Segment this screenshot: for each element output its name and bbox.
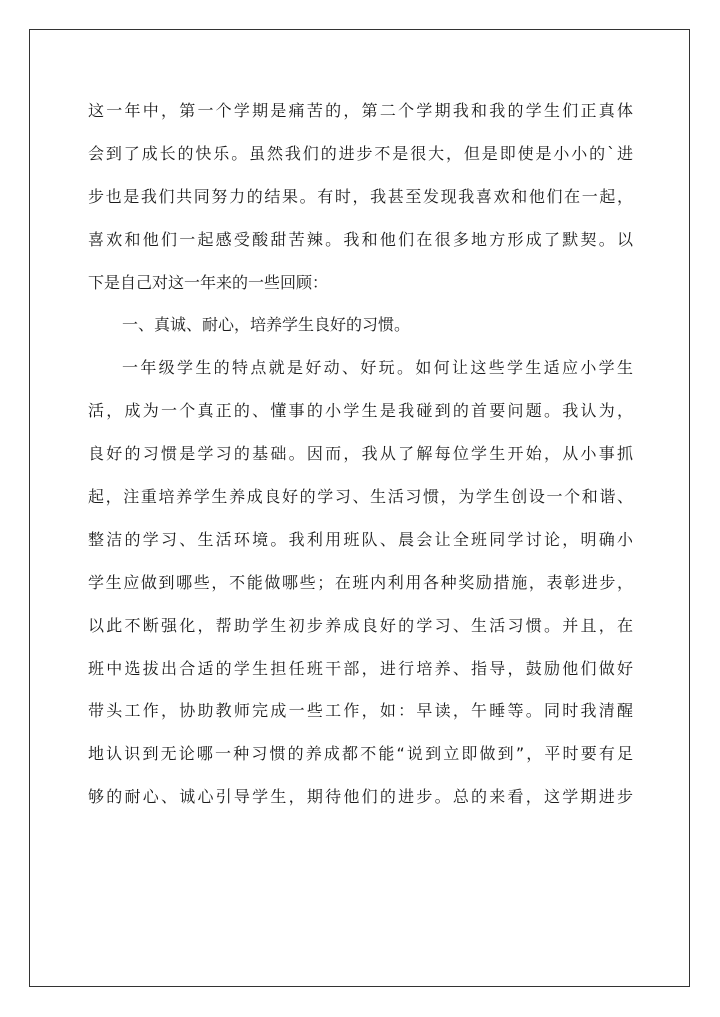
text-line: 起，注重培养学生养成良好的学习、生活习惯，为学生创设一个和谐、 [88,487,633,507]
text-line: 地认识到无论哪一种习惯的养成都不能“说到立即做到”，平时要有足 [88,744,633,764]
section-heading: 一、真诚、耐心，培养学生良好的习惯。 [122,315,411,335]
text-line: 喜欢和他们一起感受酸甜苦辣。我和他们在很多地方形成了默契。以 [88,229,633,249]
text-line: 以此不断强化，帮助学生初步养成良好的学习、生活习惯。并且，在 [88,615,633,635]
text-line: 这一年中，第一个学期是痛苦的，第二个学期我和我的学生们正真体 [88,101,633,120]
text-line: 良好的习惯是学习的基础。因而，我从了解每位学生开始，从小事抓 [88,444,633,464]
text-line: 一年级学生的特点就是好动、好玩。如何让这些学生适应小学生 [122,358,633,378]
text-line: 班中选拔出合适的学生担任班干部，进行培养、指导，鼓励他们做好 [88,658,633,678]
text-line: 下是自己对这一年来的一些回顾： [88,272,329,292]
text-line: 够的耐心、诚心引导学生，期待他们的进步。总的来看，这学期进步 [88,787,633,807]
text-line: 带头工作，协助教师完成一些工作，如：早读，午睡等。同时我清醒 [88,701,633,721]
text-line: 步也是我们共同努力的结果。有时，我甚至发现我喜欢和他们在一起， [88,186,633,206]
text-line: 整洁的学习、生活环境。我利用班队、晨会让全班同学讨论，明确小 [88,529,633,549]
text-line: 学生应做到哪些，不能做哪些；在班内利用各种奖励措施，表彰进步， [88,572,633,592]
document-body [88,96,633,825]
text-line: 会到了成长的快乐。虽然我们的进步不是很大，但是即使是小小的`进 [88,143,633,163]
text-line: 活，成为一个真正的、懂事的小学生是我碰到的首要问题。我认为， [88,401,633,421]
